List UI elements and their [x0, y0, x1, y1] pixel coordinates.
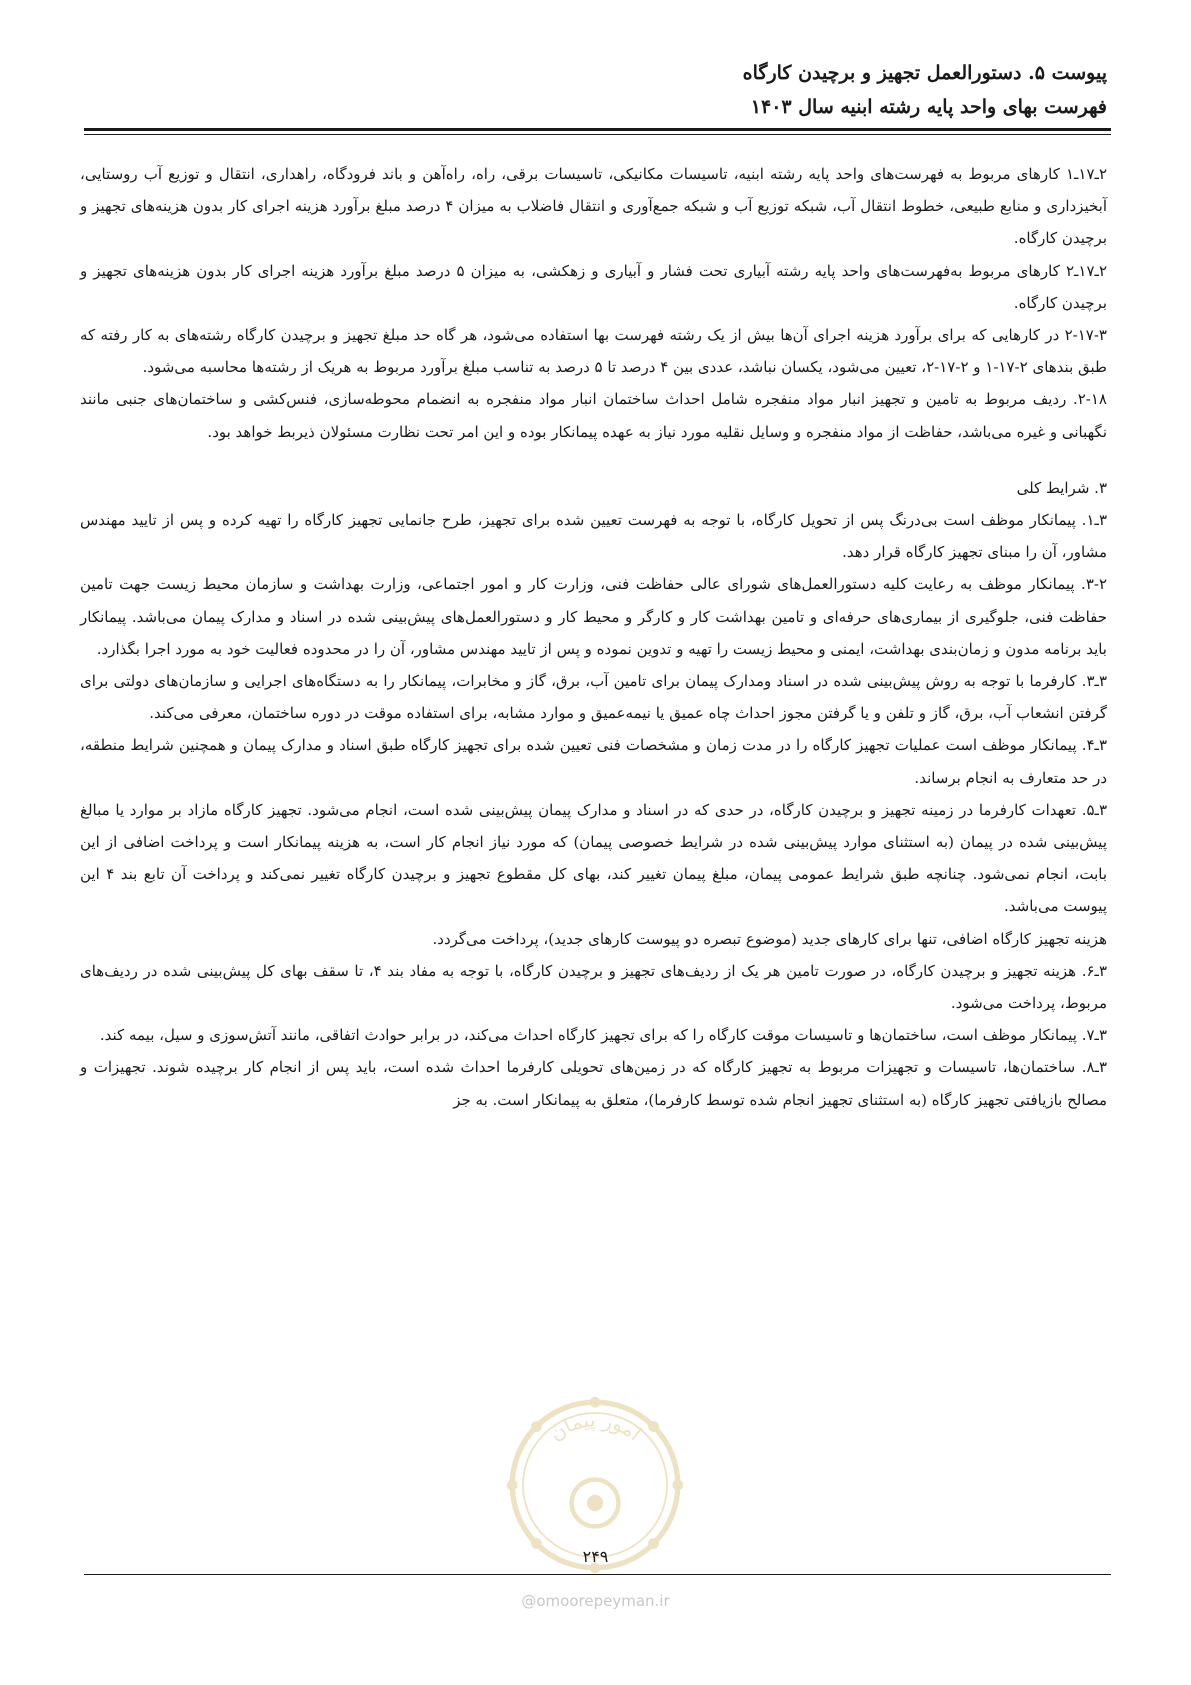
paragraph-3-3: ۳ـ۳. کارفرما با توجه به روش پیش‌بینی شده در اسناد ومدارک پیمان برای تامین آب، برق، گاز و مخابرات، پیمانکار را به دستگاه‌های اجرایی و سازمان‌های دولتی برای گرفتن انشعاب آب، برق، گاز و تلفن و یا گرفتن مجوز احداث چاه عمیق یا نیمه‌عمیق و موارد مشابه، برای استفاده موقت در دوره ساختمان، معرفی می‌کند. [80, 672, 1107, 723]
paragraph-3-2: ۳-۲. پیمانکار موظف به رعایت کلیه دستورالعمل‌های شورای عالی حفاظت فنی، وزارت کار و امور اجتماعی، وزارت بهداشت و سازمان محیط زیست جهت تامین حفاظت فنی، جلوگیری از بیماری‌های حرفه‌ای و تامین بهداشت کار و کارگر و محیط کار و دستورالعمل‌های پیش‌بینی شده در اسناد و مدارک پیمان می‌باشد. پیمانکار باید برنامه مدون و زمان‌بندی بهداشت، ایمنی و محیط زیست را تهیه و تدوین نموده و پس از تایید مهندس مشاور، آن را در محدوده فعالیت خود به مورد اجرا بگذارد. [80, 575, 1107, 658]
paragraph-3-5-note: هزینه تجهیز کارگاه اضافی، تنها برای کارهای جدید (موضوع تبصره دو پیوست کارهای جدید)، پرداخت می‌گردد. [432, 929, 1107, 948]
price-list-title: فهرست بهای واحد پایه رشته ابنیه سال ۱۴۰۳ [750, 96, 1107, 118]
paragraph-3-7: ۳ـ۷. پیمانکار موظف است، ساختمان‌ها و تاسیسات موقت کارگاه را که برای تجهیز کارگاه احداث می‌کند، در برابر حوادث اتفاقی، مانند آتش‌سوزی و سیل، بیمه کند. [99, 1026, 1107, 1045]
header-rule-thin [84, 134, 1111, 135]
page-number: ۲۴۹ [582, 1547, 609, 1566]
body-text [80, 158, 1107, 1116]
section-3-heading: ۳. شرایط کلی [1016, 478, 1107, 497]
paragraph-2-17-1: ۲ـ۱۷ـ۱ کارهای مربوط به فهرست‌های واحد پایه رشته ابنیه، تاسیسات مکانیکی، تاسیسات برقی، راه، راه‌آهن و باند فرودگاه، راهداری، انتقال و توزیع آب روستایی، آبخیزداری و منابع طبیعی، خطوط انتقال آب، شبکه توزیع آب و شبکه جمع‌آوری و انتقال فاضلاب به میزان ۴ درصد مبلغ برآورد هزینه اجرای کار بدون هزینه‌های تجهیز و برچیدن کارگاه. [80, 165, 1107, 248]
paragraph-2-18: ۲-۱۸. ردیف مربوط به تامین و تجهیز انبار مواد منفجره شامل احداث ساختمان انبار مواد منفجره به انضمام محوطه‌سازی، فنس‌کشی و ساختمان‌های جنبی مانند نگهبانی و غیره می‌باشد، حفاظت از مواد منفجره و وسایل نقلیه مورد نیاز به عهده پیمانکار بوده و این امر تحت نظارت مسئولان ذیربط خواهد بود. [80, 390, 1107, 441]
paragraph-3-4: ۳ـ۴. پیمانکار موظف است عملیات تجهیز کارگاه را در مدت زمان و مشخصات فنی تعیین شده برای تجهیز کارگاه طبق اسناد و مدارک پیمان و همچنین شرایط منطقه، در حد متعارف به انجام برساند. [80, 736, 1107, 787]
paragraph-3-8: ۳ـ۸. ساختمان‌ها، تاسیسات و تجهیزات مربوط به تجهیز کارگاه که در زمین‌های تحویلی کارفرما احداث شده است، باید پس از انجام کار برچیده شوند. تجهیزات و مصالح بازیافتی تجهیز کارگاه (به استثنای تجهیز انجام شده توسط کارفرما)، متعلق به پیمانکار است. به جز [80, 1058, 1107, 1109]
appendix-title: پیوست ۵. دستورالعمل تجهیز و برچیدن کارگاه [742, 62, 1107, 84]
paragraph-2-17-2: ۲ـ۱۷ـ۲ کارهای مربوط به‌فهرست‌های واحد پایه رشته آبیاری تحت فشار و آبیاری و زهکشی، به میزان ۵ درصد مبلغ برآورد هزینه اجرای کار بدون هزینه‌های تجهیز و برچیدن کارگاه. [80, 261, 1107, 312]
paragraph-3-6: ۳ـ۶. هزینه تجهیز و برچیدن کارگاه، در صورت تامین هر یک از ردیف‌های تجهیز و برچیدن کارگاه، با توجه به مفاد بند ۴، تا سقف بهای کل پیش‌بینی شده در ردیف‌های مربوط، پرداخت می‌شود. [80, 961, 1107, 1013]
site-watermark: @omoorepeyman.ir [521, 1592, 670, 1610]
section-spacer [80, 448, 1107, 472]
paragraph-2-17-3: ۲-۱۷-۳ در کارهایی که برای برآورد هزینه اجرای آن‌ها بیش از یک رشته فهرست بها استفاده می‌شود، هر گاه حد مبلغ تجهیز و برچیدن کارگاه رشته‌های به کار رفته که طبق بندهای ۲-۱۷-۱ و ۲-۱۷-۲، تعیین می‌شود، یکسان نباشد، عددی بین ۴ درصد تا ۵ درصد به تناسب مبلغ برآورد مربوط به هریک از رشته‌ها محاسبه می‌شود. [80, 326, 1107, 377]
paragraph-3-1: ۳ـ۱. پیمانکار موظف است بی‌درنگ پس از تحویل کارگاه، با توجه به فهرست تعیین شده برای تجهیز، طرح جانمایی تجهیز کارگاه را تهیه کرده و پس از تایید مهندس مشاور، آن را مبنای تجهیز کارگاه قرار دهد. [80, 511, 1107, 562]
footer-rule [84, 1574, 1111, 1575]
paragraph-3-5: ۳ـ۵. تعهدات کارفرما در زمینه تجهیز و برچیدن کارگاه، در حدی که در اسناد و مدارک پیمان پیش‌بینی شده است، انجام می‌شود. تجهیز کارگاه مازاد بر موارد یا مبالغ پیش‌بینی شده در پیمان (به استثنای موارد پیش‌بینی شده در شرایط خصوصی پیمان) که مورد نیاز انجام کار است، به هزینه پیمانکار است و پرداخت اضافی از این بابت، انجام نمی‌شود. چنانچه طبق شرایط عمومی پیمان، مبلغ پیمان تغییر کند، بهای کل مقطوع تجهیز و برچیدن کارگاه تغییر نمی‌کند و پرداخت آن تابع بند ۴ این پیوست می‌باشد. [80, 800, 1107, 916]
page-header [80, 56, 1107, 124]
header-rule-thick [84, 128, 1111, 131]
svg-text:امور پیمان: امور پیمان [545, 1408, 646, 1446]
